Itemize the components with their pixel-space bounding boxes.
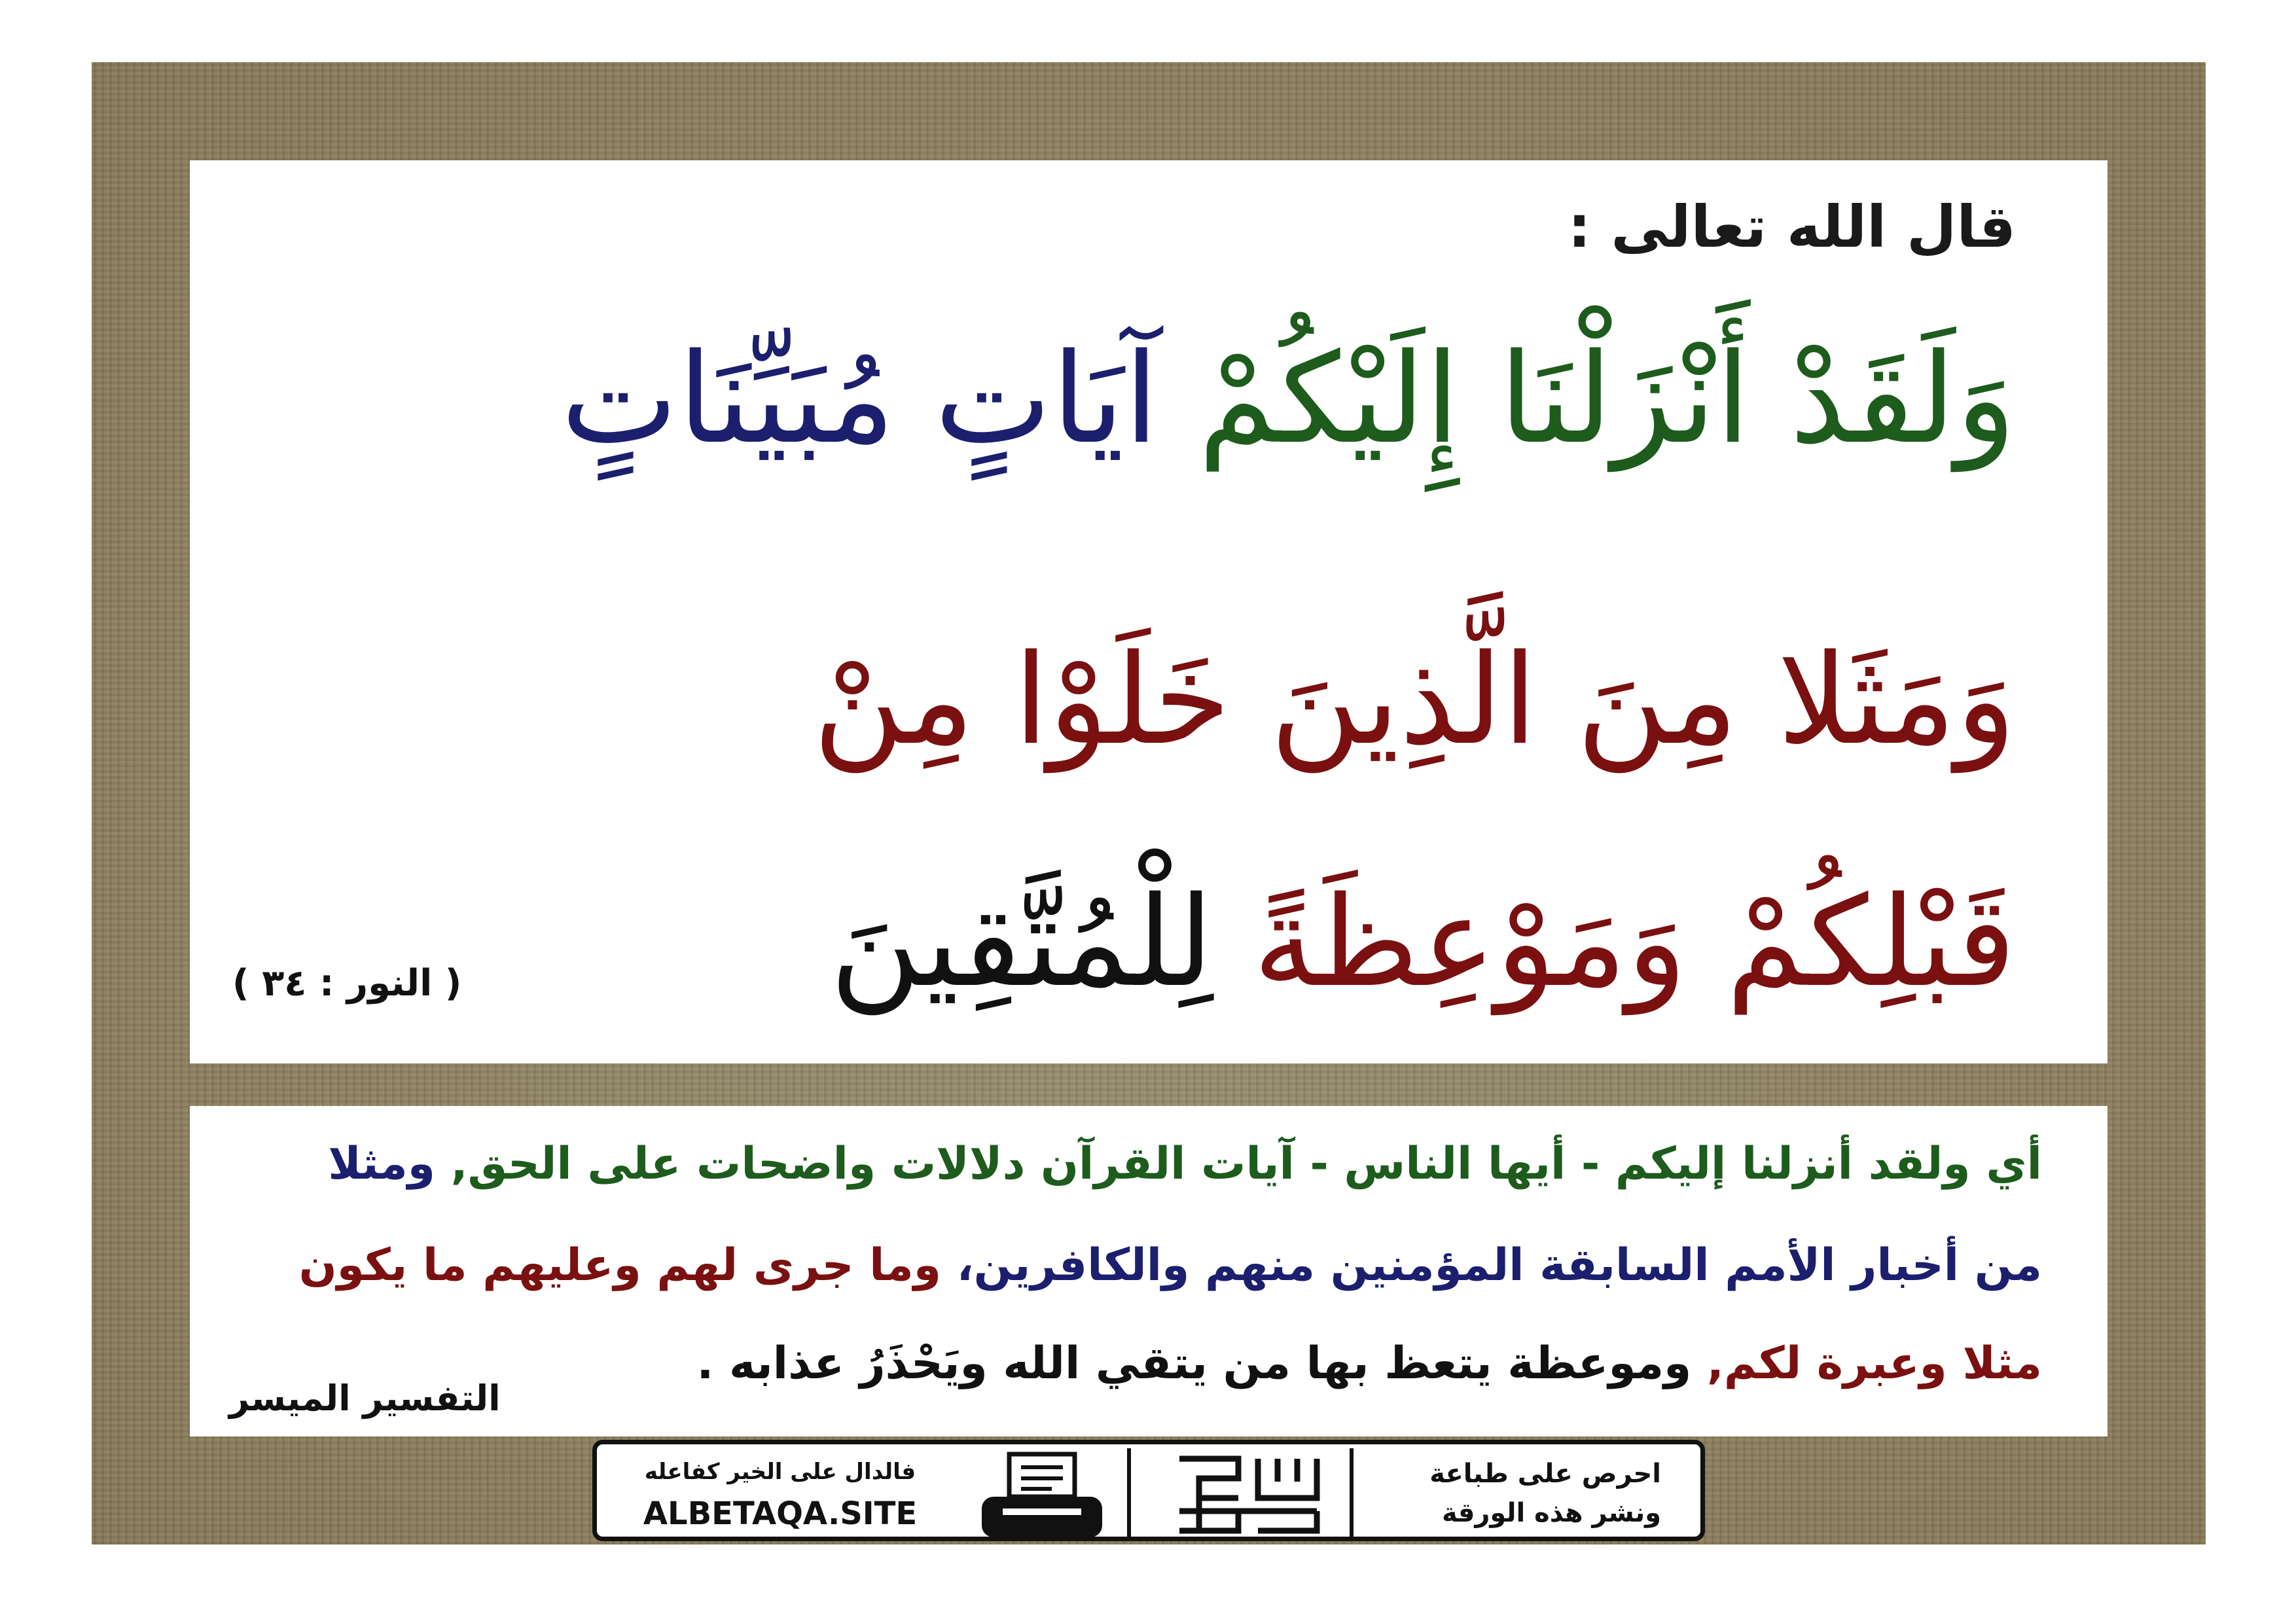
- tafsir-line-2-part-1: من أخبار الأمم السابقة المؤمنين منهم والكافرين،: [956, 1240, 2042, 1291]
- footer-print-text: احرص على طباعة: [1429, 1459, 1661, 1489]
- footer-banner: [592, 1440, 1705, 1541]
- tafsir-line-3-part-2: وموعظة يتعظ بها من يتقي الله ويَحْذَرُ عذابه .: [696, 1338, 1707, 1389]
- tafsir-source: التفسير الميسر: [229, 1378, 501, 1419]
- intro-text: قال الله تعالى :: [1568, 193, 2016, 260]
- verse-line-3-part-1: قَبْلِكُمْ وَمَوْعِظَةً: [1253, 870, 2016, 1014]
- verse-line-3-part-2: لِلْمُتَّقِينَ: [829, 870, 1253, 1014]
- tafsir-line-3: [696, 1338, 2042, 1389]
- footer-divider-left: [1127, 1448, 1131, 1540]
- footer-saying: فالدال على الخير كفاعله: [644, 1459, 916, 1485]
- tafsir-line-1-part-2: ومثلا: [328, 1138, 451, 1190]
- tafsir-line-2-part-2: وما جرى لهم وعليهم ما يكون: [298, 1240, 957, 1291]
- tafsir-line-1: [328, 1138, 2042, 1190]
- dawat-alwaraqa-logo-icon: [1173, 1452, 1323, 1537]
- tafsir-line-1-part-1: أي ولقد أنزلنا إليكم - أيها الناس - آيات القرآن دلالات واضحات على الحق,: [450, 1138, 2042, 1190]
- footer-divider-right: [1350, 1448, 1354, 1540]
- tafsir-line-2: [298, 1240, 2042, 1291]
- verse-reference: ( النور : ٣٤ ): [232, 962, 462, 1005]
- verse-line-3: [829, 870, 2016, 1014]
- footer-share-text: ونشر هذه الورقة: [1441, 1498, 1661, 1528]
- footer-right: [1360, 1444, 1661, 1537]
- verse-line-2: وَمَثَلا مِنَ الَّذِينَ خَلَوْا مِنْ: [813, 628, 2016, 772]
- site-link[interactable]: ALBETAQA.SITE: [643, 1495, 918, 1532]
- footer-left: [597, 1444, 963, 1537]
- verse-line-1-part-1: وَلَقَدْ أَنْزَلْنَا إِلَيْكُمْ: [1198, 327, 2016, 471]
- verse-panel: [190, 160, 2108, 1063]
- verse-line-1: [560, 327, 2016, 471]
- printer-icon: [977, 1451, 1107, 1543]
- tafsir-line-3-part-1: مثلا وعبرة لكم,: [1707, 1338, 2042, 1389]
- verse-line-1-part-2: آيَاتٍ مُبَيِّنَاتٍ: [560, 327, 1198, 471]
- tafsir-panel: [190, 1106, 2108, 1436]
